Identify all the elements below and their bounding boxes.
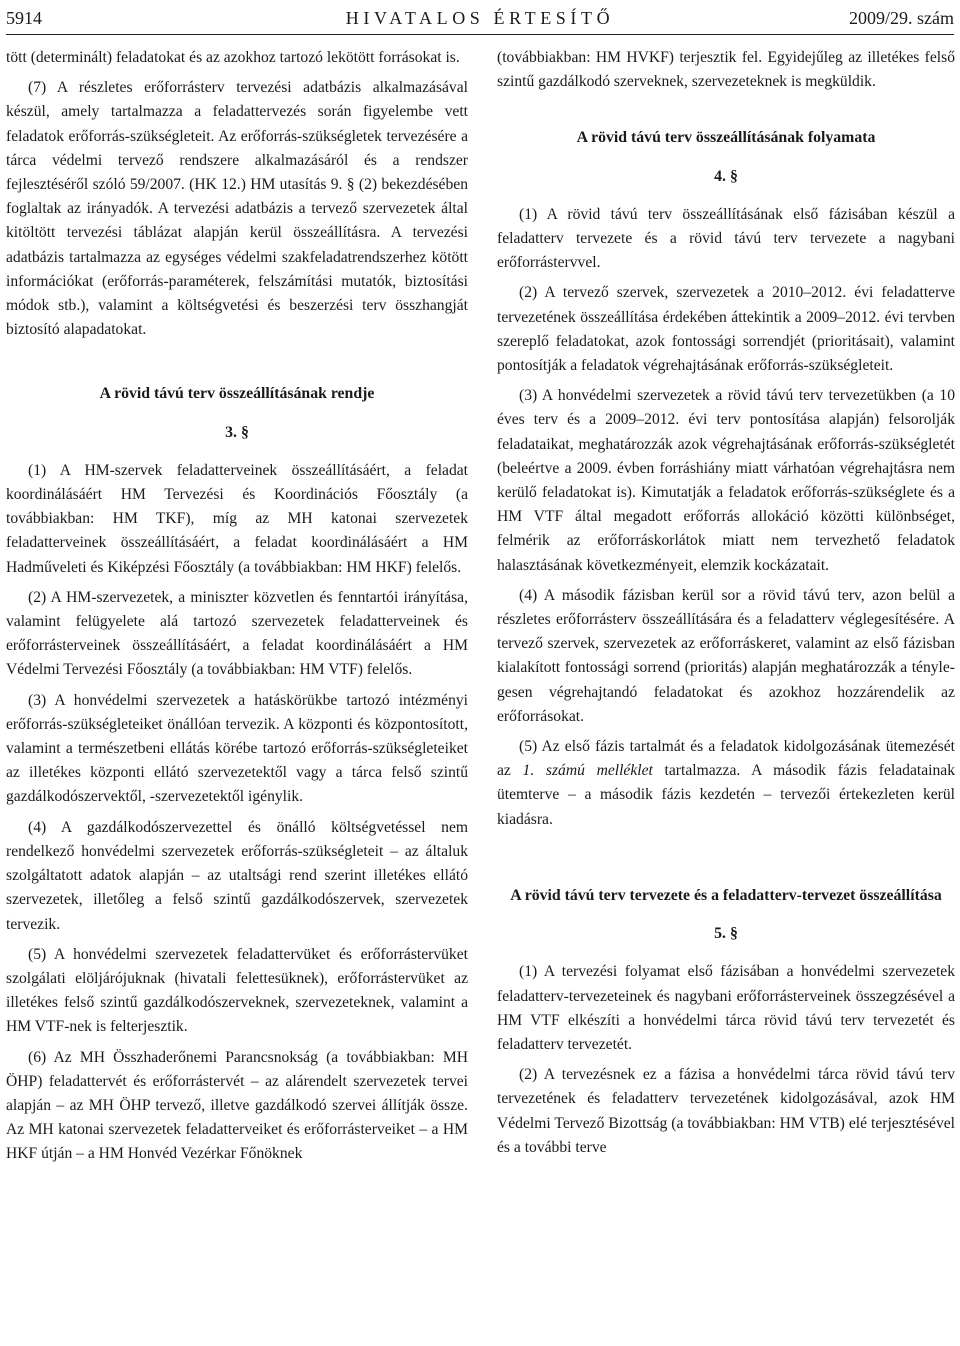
text-run: tartalmazza. A második fázis feladatainak ütemterve – a második fázis kezdetén – tervezői értekezleten kerül kiadásra. xyxy=(497,762,955,828)
paragraph: tött (determinált) feladatokat és az azokhoz tartozó lekötött forrásokat is. xyxy=(6,49,460,66)
section-number: 5. § xyxy=(714,925,738,943)
left-column xyxy=(6,46,468,1173)
paragraph: (1) A tervezési folyamat első fázisában a honvédelmi szervezetek feladatterv-tervezeteinek és nagybani erőforrásterveinek összegzésével a HM VTF elkészíti a honvédelmi tárca rövid távú terv tervezetét és feladatterv tervezetét. xyxy=(497,963,955,1053)
paragraph: (2) A tervezésnek ez a fázisa a honvédelmi tárca rövid távú terv tervezetének és feladatterv tervezetének kidolgozásával, azok HM Védelmi Tervező Bizottság (a továbbiakban: HM VTB) elé terjesztésével és a további terve xyxy=(497,1066,955,1156)
text-run: (5) Az első fázis tartalmát és a feladatok kidolgozásának ütemezését az xyxy=(497,738,955,780)
section-number: 3. § xyxy=(225,423,249,441)
paragraph: (4) A gazdálkodószervezettel és önálló költségvetéssel nem rendelkező honvédelmi szervezetek erőforrás-szükségleteit – az általuk szolgáltatott adatok alapján – az utaltsági rend szerint illetékes ellátó szervezetek, illetőleg a felső szintű gazdálkodószervek, szervezetek tervezik. xyxy=(6,818,468,933)
paragraph: (1) A HM-szervek feladatterveinek összeállításáért, a feladat koordinálásáért HM Tervezési és Koordinációs Főosztály (a továbbiakban: HM TKF), míg az MH katonai szervezetek feladatterveinek összeállításáért, a feladat koordinálásáért a HM Hadműveleti és Kiképzési Főosztály (a továbbiakban: HM HKF) felelős. xyxy=(6,461,468,576)
section-heading: A rövid távú terv összeállításának folyamata xyxy=(576,129,876,147)
issue-number: 2009/29. szám xyxy=(849,8,954,28)
annex-reference: 1. számú melléklet xyxy=(522,762,653,780)
publication-title: HIVATALOS ÉRTESÍTŐ xyxy=(345,8,615,28)
section-heading: A rövid távú terv összeállításának rendje xyxy=(99,385,375,403)
section-heading: A rövid távú terv tervezete és a feladatterv-tervezet összeállítása xyxy=(510,886,942,904)
paragraph: (6) Az MH Összhaderőnemi Parancsnokság (a továbbiakban: MH ÖHP) feladattervét és erőforrástervét – az alárendelt szervezetek tervei alapján – az MH ÖHP tervező, illetve gazdálkodó szervei állítják össze. Az MH katonai szervezetek feladatterveiket és erőforrásterveiket – a HM HKF útján – a HM Honvéd Vezérkar Főnöknek xyxy=(6,1048,468,1163)
paragraph: (3) A honvédelmi szervezetek a hatáskörükbe tartozó intézményi erőforrás-szükségleteiket önállóan tervezik. A központi és központosított, valamint a természetbeni ellátás körébe tartozó erőforrás-szükségleteiket az illetékes központi ellátó szervezetektől vagy a tárca felső szintű gazdálkodószervektől, -szervezetektől igénylik. xyxy=(6,691,468,806)
section-number: 4. § xyxy=(714,167,738,185)
page-header xyxy=(6,4,954,32)
paragraph: (3) A honvédelmi szervezetek a rövid távú terv tervezetükben (a 10 éves terv és a 2009–2012. évi terv pontosítása alapján) felsorolják feladataikat, meghatározzák azok végrehajtásának erőforrás-szükségletét (beleértve a 2009. évben forráshiány miatt várhatóan végrehajtásra nem kerülő feladatokat is). Kimutatják a feladatok erőforrás-szükséglete és a HM VTF által megadott erőforrás allokáció közötti különbséget, felmérik az erőforráskorlátok miatt nem tervezhető feladatok halasztásának következményeit, elemzik kockázatait. xyxy=(497,387,955,574)
page-number: 5914 xyxy=(6,8,42,28)
paragraph: (továbbiakban: HM HVKF) terjesztik fel. Egyidejűleg az illetékes felső szintű gazdálkodó szerveknek, szervezeteknek is megküldik. xyxy=(497,49,955,91)
paragraph xyxy=(497,735,955,832)
paragraph: (1) A rövid távú terv összeállításának első fázisában készül a feladatterv tervezete és a rövid távú terv tervezete a nagybani erőforrástervvel. xyxy=(497,205,955,272)
paragraph: (2) A HM-szervezetek, a miniszter közvetlen és fenntartói irányítása, valamint felügyelete alá tartozó szervezetek feladatterveinek és erőforrásterveinek összeállításáért, a feladat koordinálásáért a HM Védelmi Tervezési Főosztály (a továbbiakban: HM VTF) felelős. xyxy=(6,588,468,679)
paragraph: (7) A részletes erőforrásterv tervezési adatbázis alkalmazásával készül, amely tartalmazza a feladattervezés során figyelembe vett feladatok erőforrás-szükségleteit. Az erőforrás-szükségletek tervezésére a tárca védelmi tervező rendszere alkalmazásáról és a rendszer fejlesztéséről szóló 59/2007. (HK 12.) HM utasítás 9. § (2) bekezdésében foglaltak az irányadók. A tervezési adatbázis a tervező szervezetek által kitöltött tervezési táblázat alapján kerül összeállításra. A tervezési adatbázis tartalmazza az egységes védelmi szakfeladatrendszerhez kötött információkat (erőforrás-paraméterek, felszámítási mutatók, biztosítási módok stb.), valamint a költségvetési és beszerzési terv összhangját biztosító alapadatokat. xyxy=(6,79,468,339)
header-rule xyxy=(6,34,954,35)
paragraph: (4) A második fázisban kerül sor a rövid távú terv, azon belül a részletes erőforrásterv összeállítására és a feladatterv véglegesítésére. A tervező szervek, szervezetek az erőforráskeret, valamint az első fázisban kialakított fontossági sorrend (prioritás) alapján meghatározzák a ténylegesen végrehajtandó feladatokat és azokhoz hozzárendelik az erőforrásokat. xyxy=(497,586,955,725)
paragraph: (2) A tervező szervek, szervezetek a 2010–2012. évi feladatterve tervezetének összeállítása érdekében áttekintik a 2009–2012. évi tervben szereplő feladatokat, azok fontossági sorrendjét (prioritásait), valamint pontosítják a feladatok végrehajtásának erőforrás-szükségleteit. xyxy=(497,284,955,375)
paragraph: (5) A honvédelmi szervezetek feladattervüket és erőforrástervüket szolgálati elöljárójuknak (hivatali felettesüknek), erőforrástervüket az illetékes felső szintű gazdálkodószerveknek, szervezeteknek, valamint a HM VTF-nek is felterjesztik. xyxy=(6,945,468,1036)
right-column xyxy=(497,46,955,1166)
